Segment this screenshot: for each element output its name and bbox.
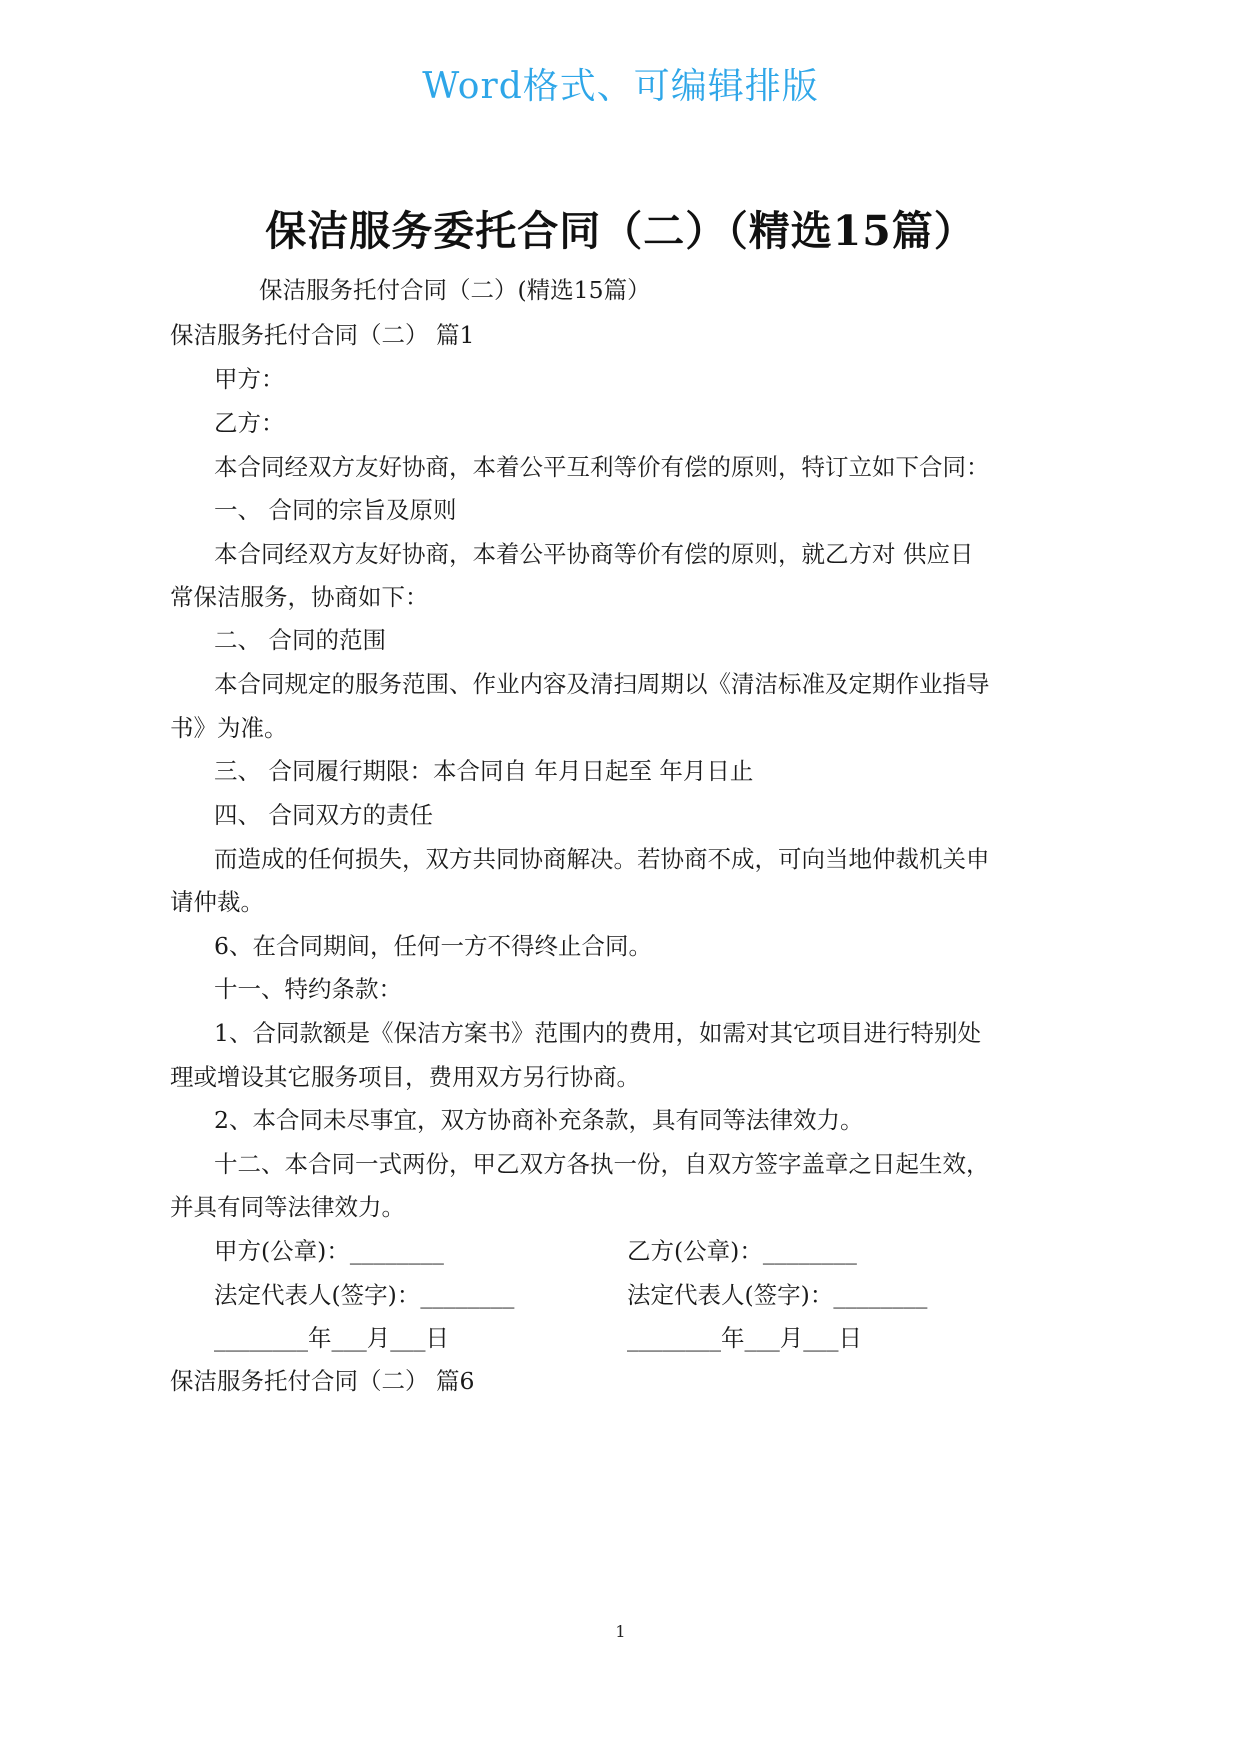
clause-heading: 十一、特约条款： [214,975,402,1003]
party-b-date-field: ________年___月___日 [627,1324,862,1352]
party-a-seal-field: 甲方(公章)：________ [214,1237,444,1265]
paragraph-line: 请仲裁。 [170,888,264,916]
clause-heading: 二、 合同的范围 [214,626,386,654]
intro-paragraph: 本合同经双方友好协商，本着公平互利等价有偿的原则，特订立如下合同： [214,453,990,481]
subtitle: 保洁服务托付合同（二）(精选15篇） [259,276,651,304]
party-a-date-field: ________年___月___日 [214,1324,449,1352]
paragraph-line: 1、合同款额是《保洁方案书》范围内的费用，如需对其它项目进行特别处 [214,1019,981,1047]
paragraph-line: 而造成的任何损失，双方共同协商解决。若协商不成，可向当地仲裁机关申 [214,845,990,873]
party-a-label: 甲方： [214,365,285,393]
paragraph-line: 理或增设其它服务项目，费用双方另行协商。 [170,1063,640,1091]
clause-heading: 四、 合同双方的责任 [214,801,433,829]
party-b-representative-field: 法定代表人(签字)：________ [627,1281,928,1309]
paragraph-line: 十二、本合同一式两份，甲乙双方各执一份，自双方签字盖章之日起生效， [214,1150,990,1178]
document-title: 保洁服务委托合同（二）（精选15篇） [265,207,976,255]
paragraph-line: 6、在合同期间，任何一方不得终止合同。 [214,932,652,960]
party-a-representative-field: 法定代表人(签字)：________ [214,1281,515,1309]
section-heading: 保洁服务托付合同（二） 篇1 [170,321,475,349]
header-tag: Word格式、可编辑排版 [422,66,819,107]
party-b-seal-field: 乙方(公章)：________ [627,1237,857,1265]
page-number: 1 [615,1622,626,1641]
party-b-label: 乙方： [214,409,285,437]
paragraph-line: 本合同规定的服务范围、作业内容及清扫周期以《清洁标准及定期作业指导 [214,670,990,698]
paragraph-line: 书》为准。 [170,714,288,742]
section-heading: 保洁服务托付合同（二） 篇6 [170,1367,475,1395]
paragraph-line: 2、本合同未尽事宜，双方协商补充条款，具有同等法律效力。 [214,1106,864,1134]
paragraph-line: 并具有同等法律效力。 [170,1193,405,1221]
clause-heading: 三、 合同履行期限：本合同自 年月日起至 年月日止 [214,757,754,785]
paragraph-line: 常保洁服务，协商如下： [170,583,429,611]
clause-heading: 一、 合同的宗旨及原则 [214,496,457,524]
paragraph-line: 本合同经双方友好协商，本着公平协商等价有偿的原则，就乙方对 供应日 [214,540,974,568]
